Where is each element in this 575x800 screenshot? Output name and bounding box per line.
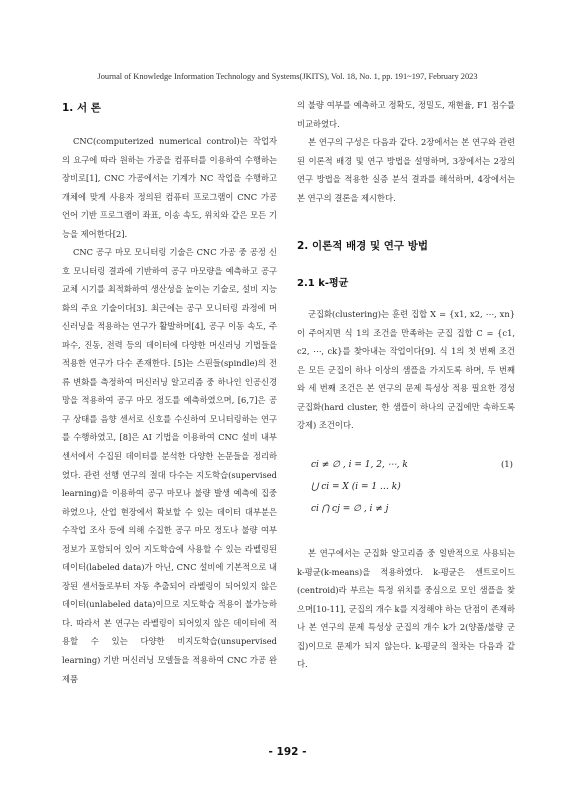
equation-line-nonempty: ci ≠ ∅ , i = 1, 2, ⋯, k	[311, 460, 408, 470]
section-title-background: 2. 이론적 배경 및 연구 방법	[297, 240, 429, 252]
section-title-intro: 1. 서 론	[62, 102, 101, 114]
clustering-paragraph: 군집화(clustering)는 훈련 집합 X = {x1, x2, ⋯, xn}이 주어지면 식 1의 조건을 만족하는 군집 집합 C = {c1, c2, ⋯, ck}를 찾아내는 작업이다[9]. 식 1의 첫 번째 조건은 모든 군집이 하나 이상의 샘플을 가지도록 하며, 두 번째와 세 번째 조건은 본 연구의 문제 특성상 적용 필요한 경성 군집화(hard cluster, 한 샘플이 하나의 군집에만 속하도록 강제) 조건이다.	[297, 309, 515, 431]
journal-header: Journal of Knowledge Information Technology and Systems(JKITS), Vol. 18, No. 1, pp. 191~197, February 2023	[97, 72, 478, 81]
equation-line-union: ⋃ ci = X (i = 1 … k)	[311, 482, 401, 492]
intro-paragraph-continued: 의 불량 여부를 예측하고 정확도, 정밀도, 재현율, F1 점수를 비교하였다.	[297, 100, 515, 129]
intro-paragraph-1: CNC(computerized numerical control)는 작업자의 요구에 따라 원하는 가공을 컴퓨터를 이용하여 수행하는 장비로[1], CNC 가공에서는 기계가 NC 작업을 수행하고 개체에 맞게 사용자 정의된 컴퓨터 프로그램이 CNC 가공 언어 기반 프로그램이 좌표, 이송 속도, 위치와 같은 모든 기능을 제어한다[2].	[62, 136, 277, 239]
structure-paragraph: 본 연구의 구성은 다음과 같다. 2장에서는 본 연구와 관련된 이론적 배경 및 연구 방법을 설명하며, 3장에서는 2장의 연구 방법을 적용한 실증 분석 결과를 해석하며, 4장에서는 본 연구의 결론을 제시한다.	[297, 137, 515, 203]
equation-number: (1)	[500, 460, 513, 470]
intro-paragraph-2: CNC 공구 마모 모니터링 기술은 CNC 가공 중 공정 신호 모니터링 결과에 기반하여 공구 마모량을 예측하고 공구 교체 시기를 최적화하여 생산성을 높이는 기술로, 설비 지능화의 주요 기술이다[3]. 최근에는 공구 모니터링 과정에 머신러닝을 적용하는 연구가 활발하며[4], 공구 이동 속도, 주파수, 진동, 전력 등의 데이터에 다양한 머신러닝 기법들을 적용한 연구가 다수 존재한다. [5]는 스핀들(spindle)의 전류 변화를 측정하여 머신러닝 알고리즘 중 하나인 인공신경망을 적용하여 공구 마모 정도를 예측하였으며, [6,7]은 공구 상태를 음향 센서로 신호를 수신하여 모니터링하는 연구를 수행하였고, [8]은 AI 기법을 이용하여 CNC 설비 내부 센서에서 수집된 데이터를 분석한 다양한 논문들을 정리하였다. 관련 선행 연구의 절대 다수는 지도학습(supervised learning)을 이용하여 공구 마모나 불량 발생 예측에 집중하였으나, 산업 현장에서 확보할 수 있는 데이터 대부분은 수작업 조사 등에 의해 수집한 공구 마모 정도나 불량 여부 정보가 포함되어 있어 지도학습에 사용할 수 있는 라벨링된 데이터(labeled data)가 아닌, CNC 설비에 기본적으로 내장된 센서들로부터 자동 추출되어 라벨링이 되어있지 않은 데이터(unlabeled data)이므로 지도학습 적용이 불가능하다. 따라서 본 연구는 라벨링이 되어있지 않은 데이터에 적용할 수 있는 다양한 비지도학습(unsupervised learning) 기반 머신러닝 모델들을 적용하여 CNC 가공 완제품	[62, 247, 277, 684]
kmeans-paragraph: 본 연구에서는 군집화 알고리즘 중 일반적으로 사용되는 k-평균(k-means)을 적용하였다. k-평균은 센트로이드(centroid)라 부르는 특정 위치를 중심으로 모인 샘플을 찾으며[10-11], 군집의 개수 k를 지정해야 하는 단점이 존재하나 본 연구의 문제 특성상 군집의 개수 k가 2(양품/불량 군집)이므로 문제가 되지 않는다. k-평균의 절차는 다음과 같다.	[297, 548, 515, 670]
subsection-title-kmeans: 2.1 k-평균	[297, 278, 349, 289]
page-number: - 192 -	[268, 746, 307, 758]
equation-line-disjoint: ci ⋂ cj = ∅ , i ≠ j	[311, 504, 389, 514]
equation-1	[297, 460, 515, 530]
